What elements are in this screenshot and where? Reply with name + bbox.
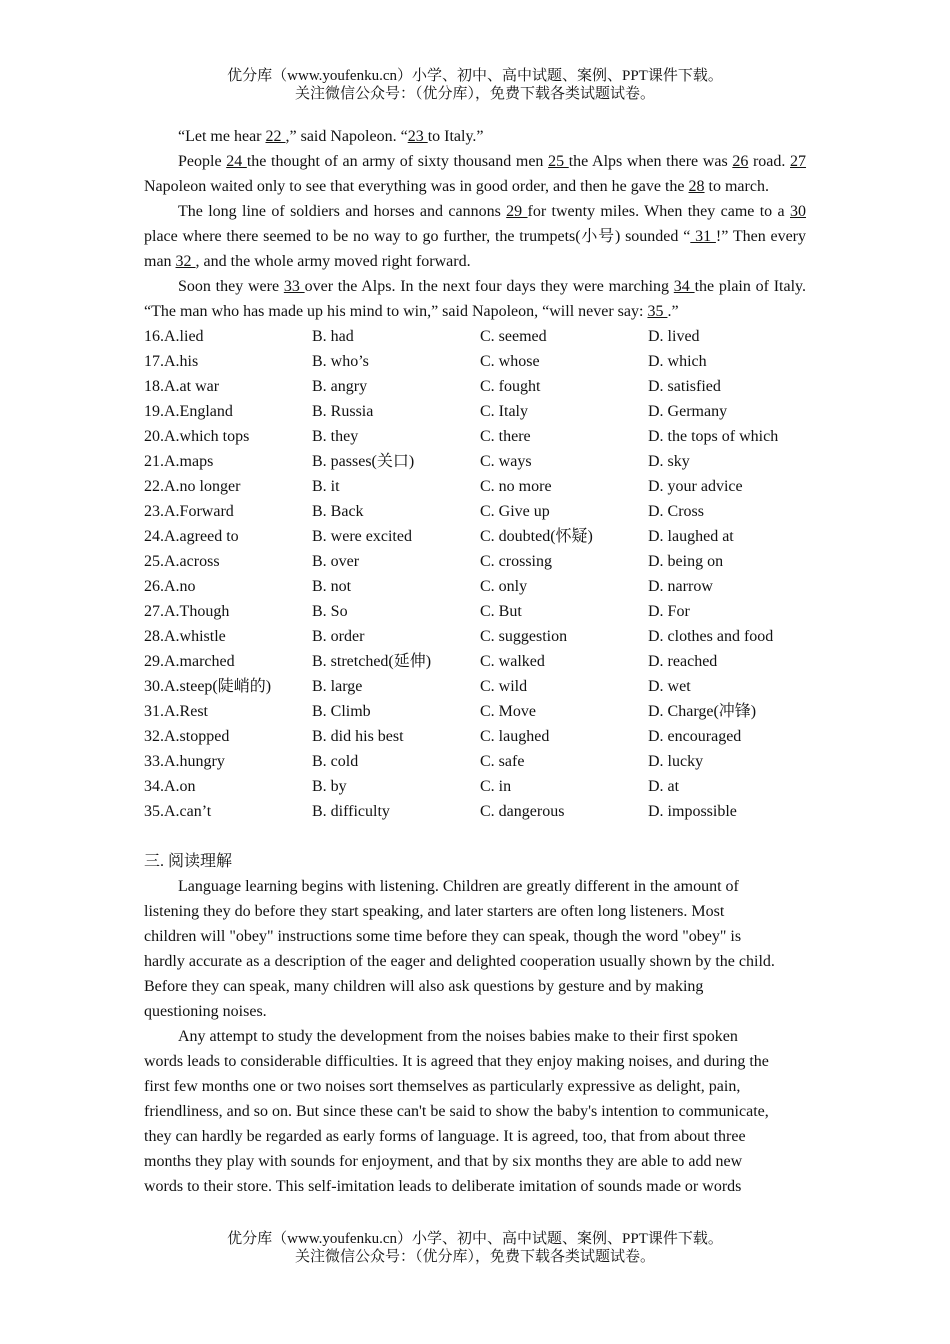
option-d: D. Charge(冲锋) [648, 703, 757, 720]
option-c: C. there [480, 428, 531, 445]
option-c: C. suggestion [480, 628, 568, 645]
option-c: C. Italy [480, 403, 528, 420]
option-c: C. wild [480, 678, 528, 695]
option-d: D. laughed at [648, 528, 734, 545]
option-d: D. Germany [648, 403, 728, 420]
reading-paragraph-1 [144, 874, 806, 1024]
blank-33: 33 [283, 278, 305, 295]
text: the thought of an army of sixty thousand men [246, 153, 549, 170]
option-b: B. were excited [312, 528, 412, 545]
reading-line: hardly accurate as a description of the eager and delighted cooperation usually shown by the child. [144, 953, 775, 970]
option-a: 27.A.Though [144, 603, 230, 620]
option-a: 32.A.stopped [144, 728, 230, 745]
text: , and the whole army moved right forward. [195, 253, 471, 270]
option-c: C. only [480, 578, 528, 595]
option-a: 23.A.Forward [144, 503, 234, 520]
option-c: C. ways [480, 453, 532, 470]
option-d: D. sky [648, 453, 690, 470]
text: ,” said Napoleon. “ [285, 128, 408, 145]
option-b: B. not [312, 578, 352, 595]
option-a: 29.A.marched [144, 653, 235, 670]
blank-26: 26 [732, 153, 749, 170]
option-d: D. lucky [648, 753, 704, 770]
option-b: B. difficulty [312, 803, 390, 820]
blank-22: 22 [265, 128, 286, 145]
option-a: 18.A.at war [144, 378, 220, 395]
option-b: B. did his best [312, 728, 404, 745]
option-b: B. Russia [312, 403, 374, 420]
blank-31: 31 [690, 228, 716, 245]
option-b: B. Back [312, 503, 364, 520]
option-b: B. who’s [312, 353, 369, 370]
document-body [144, 124, 806, 1199]
text: to march. [704, 178, 769, 195]
option-c: C. no more [480, 478, 552, 495]
option-d: D. clothes and food [648, 628, 774, 645]
option-b: B. order [312, 628, 365, 645]
reading-line: months they play with sounds for enjoyment, and that by six months they are able to add new [144, 1153, 743, 1170]
page-header [0, 67, 950, 103]
text: place where there seemed to be no way to go further, the trumpets(小号) sounded “ [144, 228, 691, 245]
passage-paragraph-2 [144, 149, 806, 199]
option-c: C. fought [480, 378, 541, 395]
reading-line: questioning noises. [144, 1003, 267, 1020]
option-d: D. being on [648, 553, 724, 570]
blank-35: 35 [647, 303, 668, 320]
reading-line: Language learning begins with listening. Children are greatly different in the amount of [178, 878, 739, 895]
text: .” [667, 303, 679, 320]
option-b: B. by [312, 778, 347, 795]
passage-paragraph-4 [144, 274, 806, 324]
option-c: C. doubted(怀疑) [480, 528, 593, 545]
option-d: D. narrow [648, 578, 713, 595]
blank-32: 32 [175, 253, 196, 270]
option-d: D. For [648, 603, 690, 620]
footer-line-1: 优分库（www.youfenku.cn）小学、初中、高中试题、案例、PPT课件下载。 [227, 1231, 723, 1247]
option-d: D. at [648, 778, 680, 795]
option-b: B. cold [312, 753, 359, 770]
option-a: 35.A.can’t [144, 803, 212, 820]
option-a: 31.A.Rest [144, 703, 208, 720]
text: “Let me hear [178, 128, 266, 145]
option-b: B. passes(关口) [312, 453, 415, 470]
option-d: D. Cross [648, 503, 705, 520]
option-c: C. seemed [480, 328, 547, 345]
blank-27: 27 [790, 153, 807, 170]
option-a: 17.A.his [144, 353, 199, 370]
blank-29: 29 [506, 203, 528, 220]
option-d: D. the tops of which [648, 428, 779, 445]
option-a: 33.A.hungry [144, 753, 225, 770]
options-grid [144, 324, 806, 824]
footer-line-2: 关注微信公众号：（优分库），免费下载各类试题试卷。 [294, 1249, 655, 1265]
option-c: C. crossing [480, 553, 552, 570]
reading-line: friendliness, and so on. But since these can't be said to show the baby's intention to communicate, [144, 1103, 769, 1120]
option-d: D. satisfied [648, 378, 721, 395]
option-d: D. which [648, 353, 707, 370]
option-a: 28.A.whistle [144, 628, 226, 645]
option-c: C. dangerous [480, 803, 565, 820]
blank-23: 23 [407, 128, 428, 145]
text: road. [748, 153, 791, 170]
option-c: C. laughed [480, 728, 550, 745]
option-b: B. stretched(延伸) [312, 653, 432, 670]
option-b: B. it [312, 478, 340, 495]
option-d: D. encouraged [648, 728, 742, 745]
header-line-2: 关注微信公众号：（优分库），免费下载各类试题试卷。 [294, 86, 655, 102]
reading-line: children will "obey" instructions some time before they can speak, though the word "obey" is [144, 928, 742, 945]
section-title: 三. 阅读理解 [144, 853, 233, 870]
option-a: 26.A.no [144, 578, 196, 595]
option-d: D. impossible [648, 803, 737, 820]
text: !” Then every man [144, 228, 807, 270]
option-b: B. large [312, 678, 363, 695]
reading-line: first few months one or two noises sort themselves as particularly expressive as delight, pain, [144, 1078, 741, 1095]
blank-24: 24 [226, 153, 247, 170]
option-b: B. angry [312, 378, 368, 395]
option-a: 30.A.steep(陡峭的) [144, 678, 272, 695]
option-c: C. in [480, 778, 512, 795]
text: for twenty miles. When they came to a [527, 203, 791, 220]
reading-line: Before they can speak, many children will also ask questions by gesture and by making [144, 978, 704, 995]
blank-30: 30 [790, 203, 807, 220]
option-b: B. had [312, 328, 354, 345]
passage-paragraph-3 [144, 199, 806, 274]
text: the plain of Italy. “The man who has made up his mind to win,” said Napoleon, “will never say: [144, 278, 807, 320]
reading-line: words to their store. This self-imitation leads to deliberate imitation of sounds made or words [144, 1178, 742, 1195]
option-a: 25.A.across [144, 553, 220, 570]
text: Napoleon waited only to see that everything was in good order, and then he gave the [144, 178, 689, 195]
header-line-1: 优分库（www.youfenku.cn）小学、初中、高中试题、案例、PPT课件下载。 [227, 68, 723, 84]
option-c: C. safe [480, 753, 525, 770]
option-a: 19.A.England [144, 403, 233, 420]
option-a: 24.A.agreed to [144, 528, 239, 545]
reading-line: words leads to considerable difficulties. It is agreed that they enjoy making noises, and during the [144, 1053, 769, 1070]
option-a: 21.A.maps [144, 453, 214, 470]
option-a: 20.A.which tops [144, 428, 250, 445]
option-c: C. Move [480, 703, 536, 720]
text: The long line of soldiers and horses and cannons [178, 203, 507, 220]
blank-34: 34 [673, 278, 695, 295]
blank-28: 28 [688, 178, 705, 195]
option-d: D. wet [648, 678, 691, 695]
blank-25: 25 [548, 153, 569, 170]
option-c: C. whose [480, 353, 540, 370]
option-d: D. reached [648, 653, 718, 670]
option-b: B. So [312, 603, 348, 620]
reading-line: they can hardly be regarded as early forms of language. It is agreed, too, that from about three [144, 1128, 746, 1145]
text: over the Alps. In the next four days they were marching [304, 278, 674, 295]
option-c: C. walked [480, 653, 545, 670]
option-a: 16.A.lied [144, 328, 204, 345]
option-d: D. your advice [648, 478, 743, 495]
text: to Italy.” [427, 128, 484, 145]
option-a: 22.A.no longer [144, 478, 241, 495]
text: Soon they were [178, 278, 284, 295]
option-c: C. Give up [480, 503, 550, 520]
reading-line: listening they do before they start speaking, and later starters are often long listeners. Most [144, 903, 725, 920]
text: the Alps when there was [568, 153, 733, 170]
option-b: B. Climb [312, 703, 371, 720]
option-b: B. they [312, 428, 359, 445]
option-d: D. lived [648, 328, 700, 345]
reading-line: Any attempt to study the development from the noises babies make to their first spoken [178, 1028, 738, 1045]
passage-paragraph-1 [144, 124, 806, 149]
page-footer [0, 1230, 950, 1266]
option-c: C. But [480, 603, 522, 620]
option-a: 34.A.on [144, 778, 196, 795]
reading-paragraph-2 [144, 1024, 806, 1199]
text: People [178, 153, 227, 170]
option-b: B. over [312, 553, 360, 570]
